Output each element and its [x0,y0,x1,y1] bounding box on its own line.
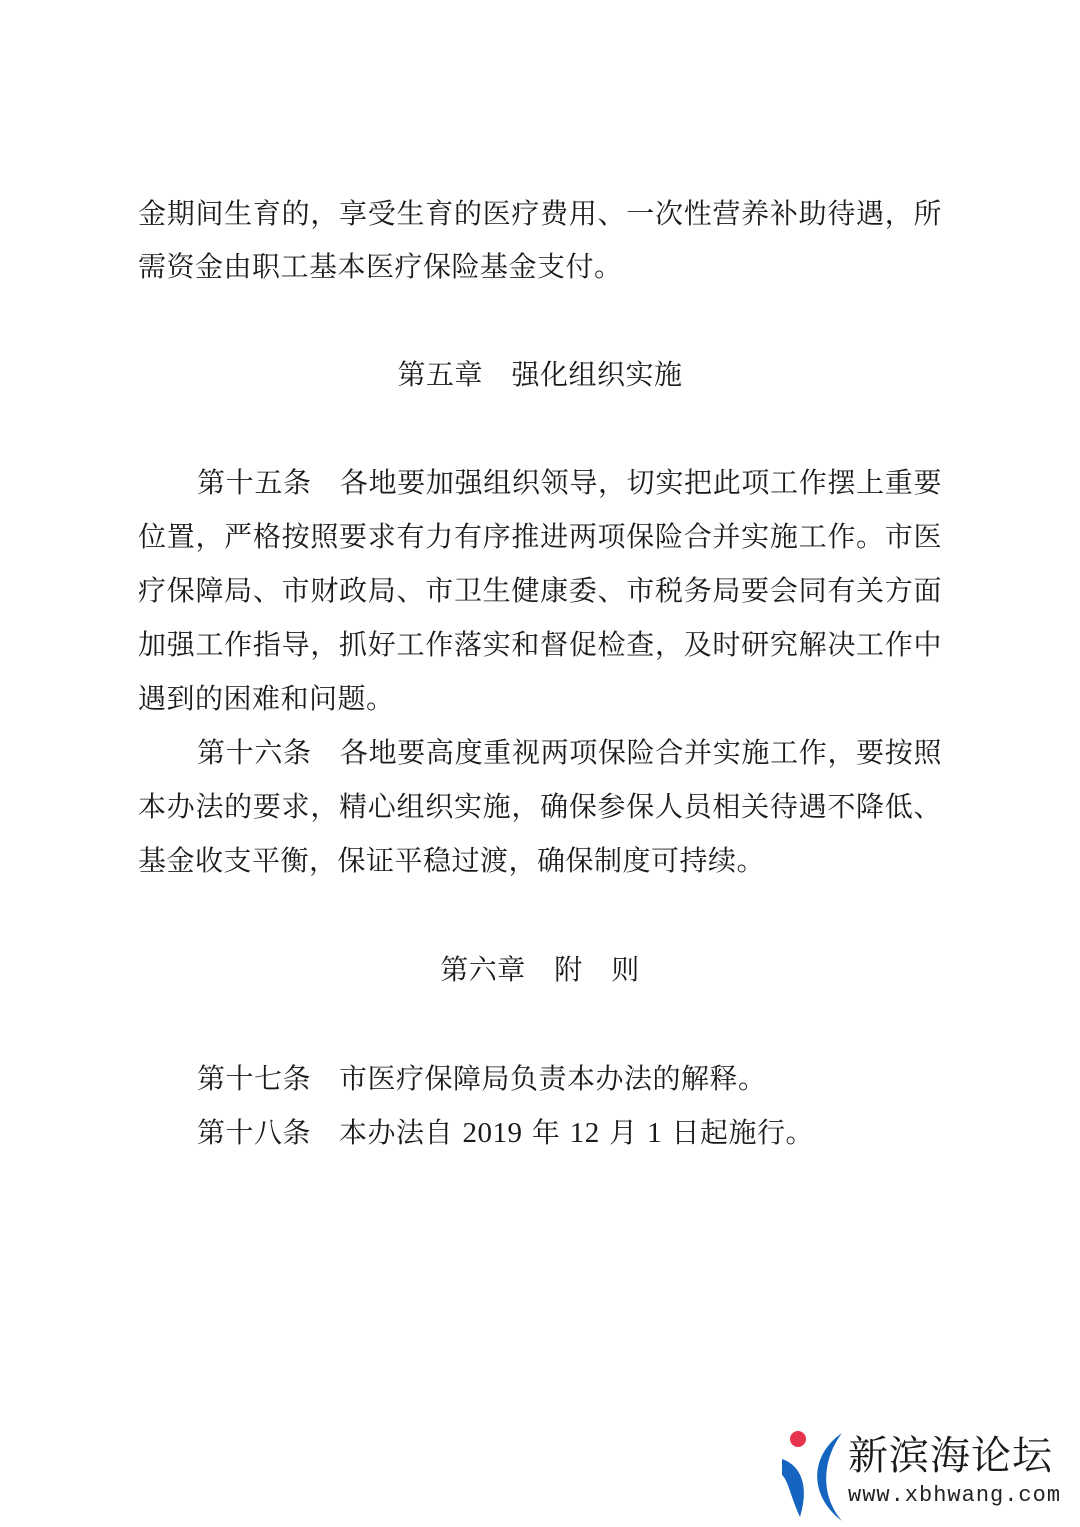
article-17: 第十七条 市医疗保障局负责本办法的解释。 [197,1062,767,1095]
article-16-first-line: 第十六条 各地要高度重视两项保险合并实施工作，要按照 [197,736,942,769]
article-label: 第十八条 [197,1116,312,1149]
effective-year: 2019 [462,1117,523,1149]
article-16-line: 本办法的要求，精心组织实施，确保参保人员相关待遇不降低、 [138,790,942,823]
article-18: 第十八条 本办法自 2019 年 12 月 1 日起施行。 [197,1116,815,1149]
effective-month: 12 [569,1117,600,1149]
article-label: 第十五条 [197,466,312,499]
article-15-line: 遇到的困难和问题。 [138,682,395,715]
chapter-heading-6: 第六章 附 则 [440,953,640,986]
article-15-line: 加强工作指导，抓好工作落实和督促检查，及时研究解决工作中 [138,628,942,661]
watermark-site-name: 新滨海论坛 [848,1433,1053,1479]
chapter-heading-5: 第五章 强化组织实施 [397,358,683,391]
article-15-line: 疗保障局、市财政局、市卫生健康委、市税务局要会同有关方面 [138,574,942,607]
article-16-line: 基金收支平衡，保证平稳过渡，确保制度可持续。 [138,844,766,877]
article-15-line: 位置，严格按照要求有力有序推进两项保险合并实施工作。市医 [138,520,942,553]
article-label: 第十七条 [197,1062,312,1095]
article-15-first-line: 第十五条 各地要加强组织领导，切实把此项工作摆上重要 [197,466,942,499]
article-label: 第十六条 [197,736,312,769]
watermark-url: www.xbhwang.com [848,1483,1062,1508]
paragraph-line: 需资金由职工基本医疗保险基金支付。 [138,250,623,283]
effective-day: 1 [647,1117,663,1149]
paragraph-line: 金期间生育的，享受生育的医疗费用、一次性营养补助待遇，所 [138,197,942,230]
